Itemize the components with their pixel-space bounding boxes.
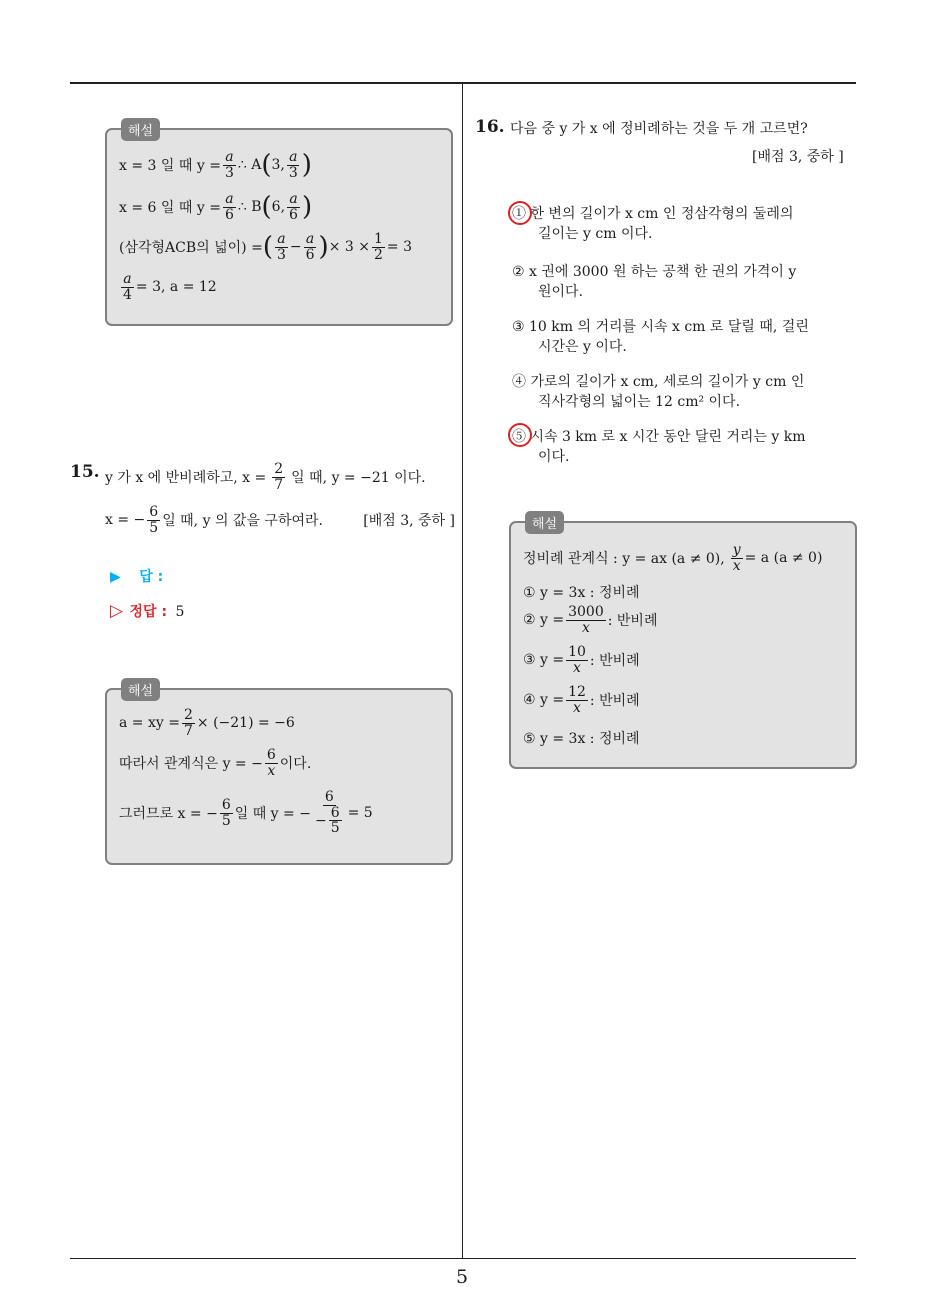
question-15-line2 [105,505,455,535]
option-1[interactable] [512,203,793,243]
solution-line [119,192,312,222]
solution-line: ① y = 3x : 정비례 [523,585,640,601]
fraction: $\frac{6}{5}$ [221,796,231,829]
option-text: 시속 3 km 로 x 시간 동안 달린 거리는 y km [530,429,806,445]
option-text-cont: 시간은 y 이다. [538,339,627,355]
option-mark: ③ [512,319,525,335]
fraction: $\frac{a}{6}$ [305,231,315,263]
question-meta: [배점 3, 중하 ] [363,513,455,530]
text: 일 때, y = −21 이다. [291,470,426,487]
question-number-15: 15. [70,462,100,482]
fraction: $\frac{a}{4}$ [123,271,132,303]
text: x = 6 일 때 y = [119,200,221,217]
paren: ) [301,192,313,223]
answer-row [110,566,163,586]
correct-marker-icon: ▷ [110,601,124,621]
option-2[interactable] [512,261,796,301]
solution-tag: 해설 [121,118,160,141]
text: = 3 [386,239,412,256]
fraction: $\frac{1}{2}$ [373,231,383,263]
fraction: $\frac{2}{7}$ [183,707,193,739]
fraction: $\frac{3000}{x}$ [568,604,604,636]
fraction: 6 − $\frac{6}{5}$ [314,789,340,837]
option-text: 한 변의 길이가 x cm 인 정삼각형의 둘레의 [530,206,794,222]
top-rule [70,82,856,84]
text: : 반비례 [589,653,640,670]
question-number-16: 16. [475,117,505,137]
fraction: $\frac{a}{6}$ [224,191,234,223]
text: 6, [271,199,286,216]
solution-box-16 [509,517,857,769]
solution-line [523,543,822,573]
paren: ( [261,192,272,223]
solution-line [523,685,640,715]
option-text: 10 km 의 거리를 시속 x cm 로 달릴 때, 걸린 [529,319,809,335]
column-divider [462,83,463,1259]
solution-tag: 해설 [525,511,564,534]
text: y 가 x 에 반비례하고, x = [105,470,267,487]
option-text-cont: 이다. [538,449,570,465]
question-16-stem: 다음 중 y 가 x 에 정비례하는 것을 두 개 고르면? [510,121,808,137]
solution-tag: 해설 [121,678,160,701]
text: × 3 × [328,239,370,256]
solution-line [119,272,217,302]
solution-line [119,150,312,180]
text: x = 3 일 때 y = [119,158,221,175]
text: 일 때, y 의 값을 구하여라. [162,513,323,530]
option-mark: ① [512,206,526,222]
fraction: $\frac{a}{3}$ [276,231,286,263]
bottom-rule [70,1258,856,1259]
option-3[interactable] [512,316,809,356]
solution-line [119,232,412,262]
text: × (−21) = −6 [196,715,295,732]
text: ③ y = [523,652,565,669]
fraction: $\frac{a}{6}$ [289,191,298,223]
text: ④ y = [523,692,565,709]
text: = 5 [347,805,373,822]
option-mark: ② [512,264,525,280]
solution-line [119,790,373,836]
text: : 반비례 [589,693,640,710]
text: ∴ B [237,199,262,216]
text: 일 때 y = − [234,806,311,823]
question-15-line1 [105,462,426,492]
option-text-cont: 직사각형의 넓이는 12 cm² 이다. [538,394,741,410]
option-text: 가로의 길이가 x cm, 세로의 길이가 y cm 인 [530,374,805,390]
paren: ( [261,150,272,181]
option-5[interactable] [512,426,805,466]
option-text: x 권에 3000 원 하는 공책 한 권의 가격이 y [529,264,797,280]
solution-line: ⑤ y = 3x : 정비례 [523,731,640,747]
text: x = − [105,512,146,529]
text: ② y = [523,612,565,629]
answer-marker-icon: ▶ [110,569,121,585]
fraction: $\frac{6}{5}$ [149,504,159,536]
answer-label: 답 : [139,569,164,585]
option-4[interactable] [512,371,804,411]
fraction: $\frac{2}{7}$ [274,461,284,493]
text: − [289,239,302,256]
paren: ) [301,150,312,181]
text: = a (a ≠ 0) [744,550,823,567]
solution-line [523,605,657,635]
fraction: $\frac{10}{x}$ [568,644,586,676]
option-text-cont: 길이는 y cm 이다. [538,226,653,242]
text: = 3, a = 12 [135,279,217,296]
correct-value: 5 [175,604,185,620]
paren: ) [318,232,329,263]
solution-line [119,748,311,778]
option-mark: ⑤ [512,429,526,445]
fraction: $\frac{a}{3}$ [288,149,298,181]
text: 정비례 관계식 : y = ax (a ≠ 0), [523,551,725,568]
solution-box-14 [105,124,453,326]
fraction: $\frac{12}{x}$ [568,684,586,716]
solution-line [523,645,640,675]
selected-circle-icon [508,201,532,225]
solution-line [119,708,295,738]
text: 이다. [279,756,312,773]
fraction: $\frac{y}{x}$ [732,542,741,574]
option-mark: ④ [512,374,526,390]
correct-answer-row [110,601,184,621]
fraction: $\frac{6}{x}$ [266,747,276,779]
text: ∴ A [237,157,262,174]
text: 3, [271,157,285,174]
text: a = xy = [119,715,180,732]
paren: ( [262,232,273,263]
text: 그러므로 x = − [119,806,218,823]
fraction: $\frac{a}{3}$ [224,149,234,181]
solution-box-15 [105,684,453,865]
page-number: 5 [456,1266,469,1288]
option-text-cont: 원이다. [538,284,584,300]
text: (삼각형ACB의 넓이) = [119,240,263,257]
question-16-meta: [배점 3, 중하 ] [752,149,844,165]
text: : 반비례 [607,613,658,630]
selected-circle-icon [508,423,532,447]
correct-label: 정답 : [129,604,168,620]
text: 따라서 관계식은 y = − [119,756,263,773]
